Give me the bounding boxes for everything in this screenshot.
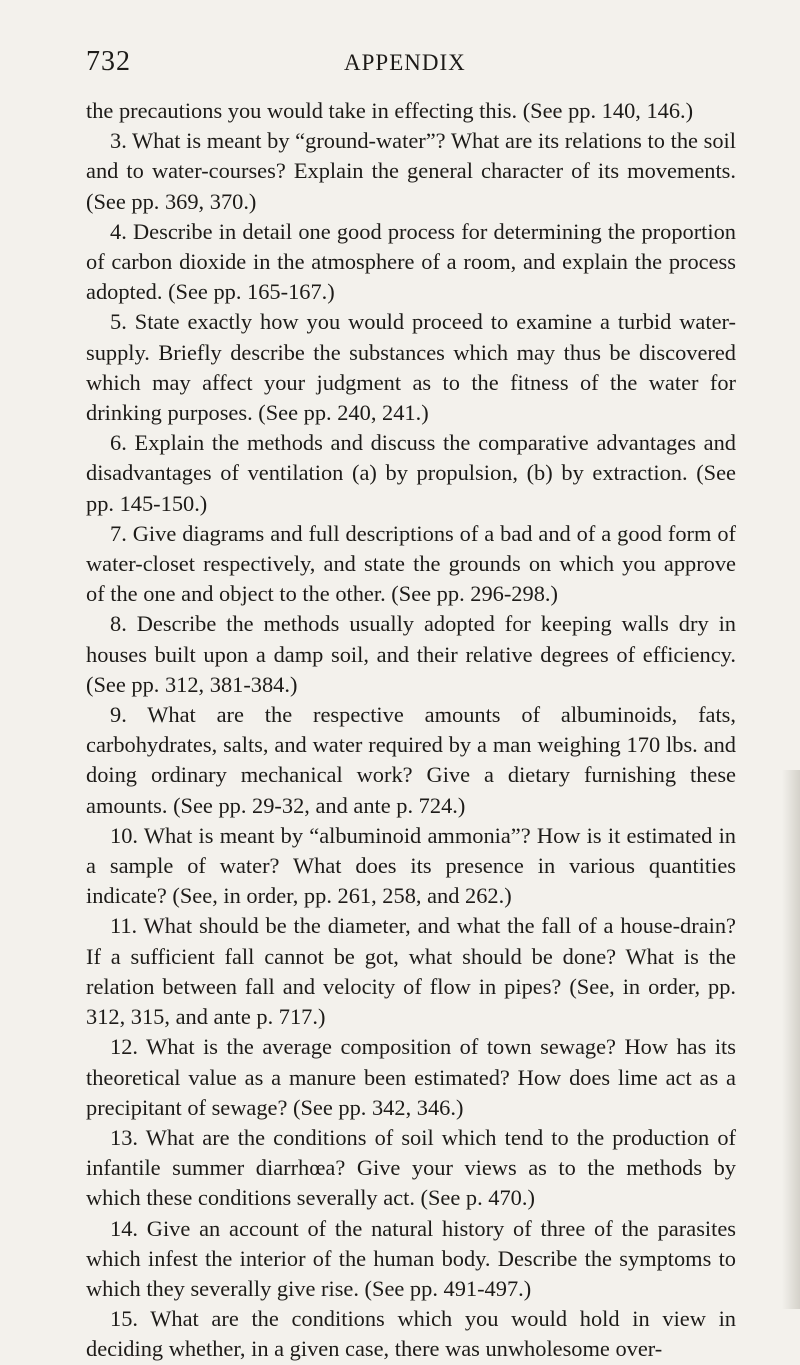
body-text xyxy=(86,96,736,1365)
paragraph-continuation: the precautions you would take in effecting this. (See pp. 140, 146.) xyxy=(86,98,694,123)
running-title: APPENDIX xyxy=(344,50,466,75)
page-number: 732 xyxy=(86,46,131,77)
page-header xyxy=(86,44,736,80)
question-15: 15. What are the conditions which you would hold in view in deciding whether, in a given case, there was unwholesome over- xyxy=(86,1306,736,1362)
question-6: 6. Explain the methods and discuss the comparative advantages and disadvantages of ventilation (a) by propulsion, (b) by extraction. (See pp. 145-150.) xyxy=(86,430,736,516)
question-12: 12. What is the average composition of town sewage? How has its theoretical value as a manure been estimated? How does lime act as a precipitant of sewage? (See pp. 342, 346.) xyxy=(86,1034,736,1120)
question-10: 10. What is meant by “albuminoid ammonia”? How is it estimated in a sample of water? What does its presence in various quantities indicate? (See, in order, pp. 261, 258, and 262.) xyxy=(86,822,736,909)
question-7: 7. Give diagrams and full descriptions of a bad and of a good form of water-closet respectively, and state the grounds on which you approve of the one and object to the other. (See pp. 296-298.) xyxy=(86,520,736,607)
question-11: 11. What should be the diameter, and what the fall of a house-drain? If a sufficient fall cannot be got, what should be done? What is the relation between fall and velocity of flow in pipes? (See, in order, pp. 312, 315, and ante p. 717.) xyxy=(86,913,736,1030)
question-13: 13. What are the conditions of soil which tend to the production of infantile summer diarrhœa? Give your views as to the methods by which these conditions severally act. (See p. 470.) xyxy=(86,1124,736,1211)
question-5: 5. State exactly how you would proceed to examine a turbid water-supply. Briefly describe the substances which may thus be discovered which may affect your judgment as to the fitness of the water for drinking purposes. (See pp. 240, 241.) xyxy=(86,309,736,426)
question-4: 4. Describe in detail one good process for determining the proportion of carbon dioxide in the atmosphere of a room, and explain the process adopted. (See pp. 165-167.) xyxy=(86,218,736,305)
question-8: 8. Describe the methods usually adopted for keeping walls dry in houses built upon a damp soil, and their relative degrees of efficiency. (See pp. 312, 381-384.) xyxy=(86,611,736,697)
page-edge-shadow xyxy=(782,770,800,1309)
question-3: 3. What is meant by “ground-water”? What are its relations to the soil and to water-courses? Explain the general character of its movements. (See pp. 369, 370.) xyxy=(86,128,736,214)
question-14: 14. Give an account of the natural history of three of the parasites which infest the interior of the human body. Describe the symptoms to which they severally give rise. (See pp. 491-497.) xyxy=(86,1215,736,1301)
question-9: 9. What are the respective amounts of albuminoids, fats, carbohydrates, salts, and water required by a man weighing 170 lbs. and doing ordinary mechanical work? Give a dietary furnishing these amounts. (See pp. 29-32, and ante p. 724.) xyxy=(86,702,736,818)
